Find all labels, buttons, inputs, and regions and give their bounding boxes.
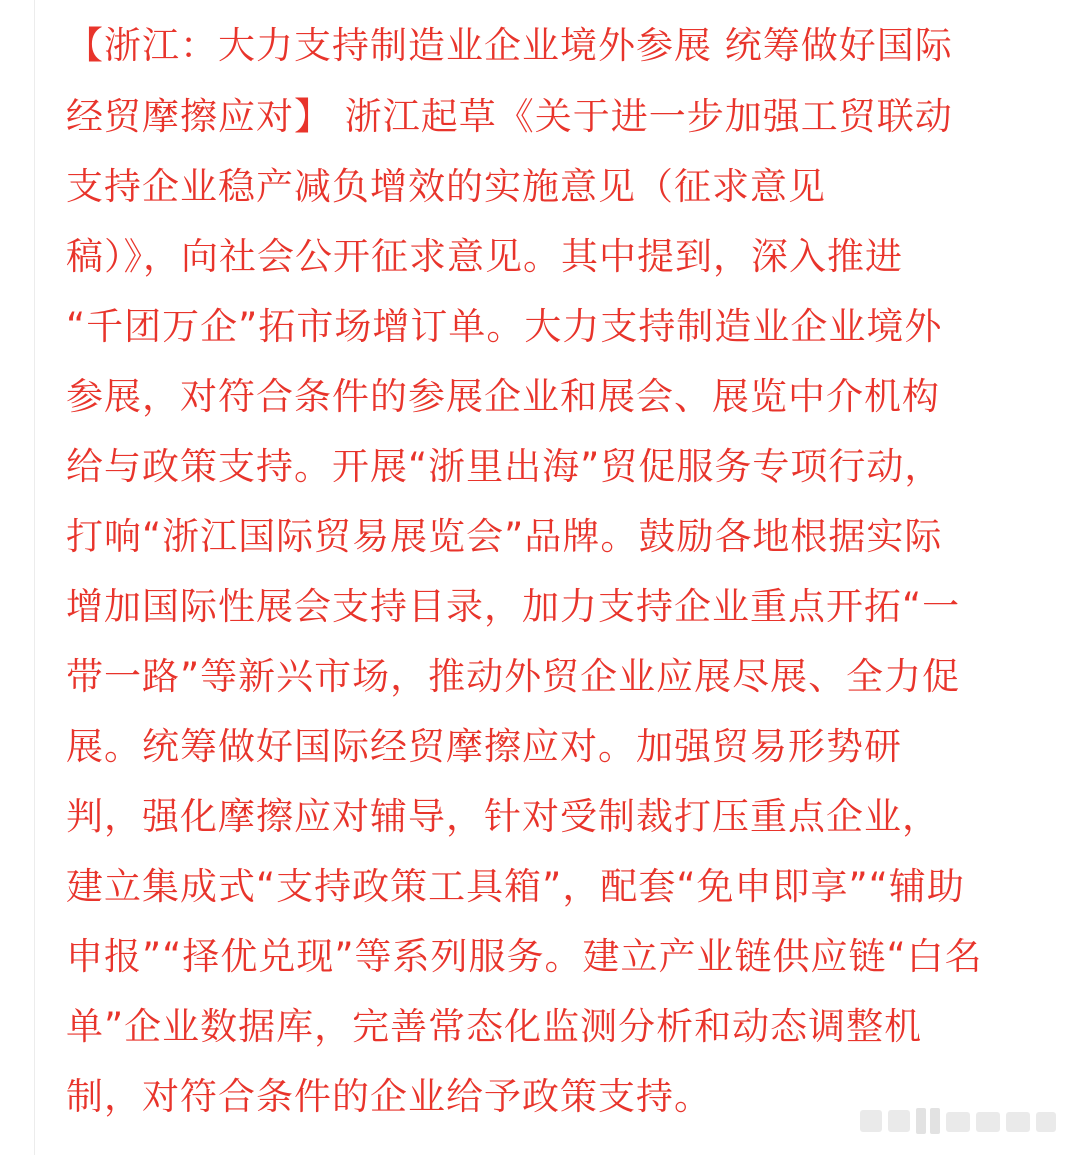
watermark-logo — [860, 1104, 1060, 1138]
article-line-10: 带一路”等新兴市场，推动外贸企业应展尽展、全力促 — [66, 655, 961, 698]
article-line-11: 展。统筹做好国际经贸摩擦应对。加强贸易形势研 — [66, 725, 902, 768]
article-line-16: 制，对符合条件的企业给予政策支持。 — [66, 1075, 712, 1118]
article-line-9: 增加国际性展会支持目录，加力支持企业重点开拓“一 — [66, 585, 961, 628]
article-line-14: 申报”“择优兑现”等系列服务。建立产业链供应链“白名 — [66, 935, 983, 978]
left-edge-divider — [34, 0, 35, 1155]
article-line-1: 【浙江：大力支持制造业企业境外参展 统筹做好国际 — [66, 24, 953, 67]
article-line-8: 打响“浙江国际贸易展览会”品牌。鼓励各地根据实际 — [66, 515, 943, 558]
article-line-15: 单”企业数据库，完善常态化监测分析和动态调整机 — [66, 1005, 923, 1048]
article-line-2: 经贸摩擦应对】 浙江起草《关于进一步加强工贸联动 — [66, 95, 953, 138]
article-line-5: “千团万企”拓市场增订单。大力支持制造业企业境外 — [66, 305, 943, 348]
article-line-7: 给与政策支持。开展“浙里出海”贸促服务专项行动， — [66, 445, 943, 488]
article-line-6: 参展，对符合条件的参展企业和展会、展览中介机构 — [66, 375, 940, 418]
article-line-12: 判，强化摩擦应对辅导，针对受制裁打压重点企业， — [66, 795, 940, 838]
article-line-13: 建立集成式“支持政策工具箱”，配套“免申即享”“辅助 — [66, 865, 965, 908]
article-line-3: 支持企业稳产减负增效的实施意见（征求意见 — [66, 165, 826, 208]
article-line-4: 稿）》，向社会公开征求意见。其中提到，深入推进 — [66, 235, 903, 278]
